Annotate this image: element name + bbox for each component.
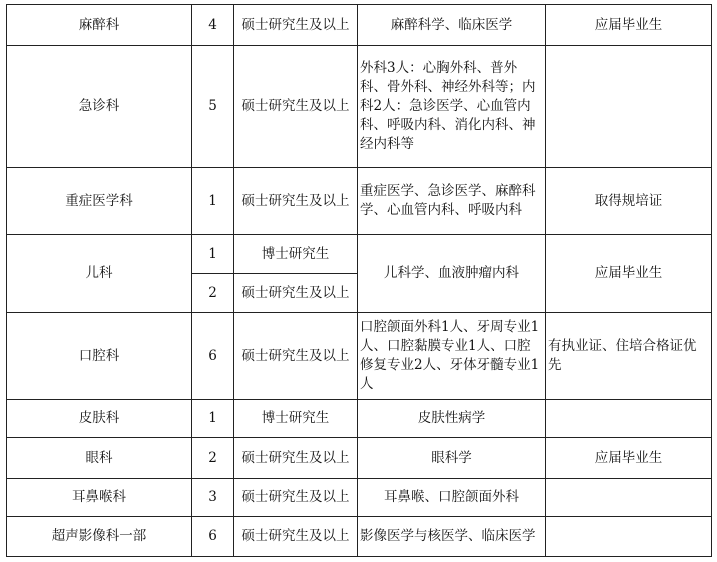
- major-cell: 儿科学、血液肿瘤内科: [358, 235, 546, 313]
- table-row: [7, 400, 712, 438]
- other-requirement-cell: [546, 46, 712, 168]
- degree-cell: 硕士研究生及以上: [234, 168, 358, 235]
- table-row: [7, 313, 712, 400]
- other-requirement-cell: [546, 479, 712, 517]
- degree-cell: 硕士研究生及以上: [234, 5, 358, 46]
- count-cell: 2: [192, 438, 234, 479]
- other-requirement-cell: 取得规培证: [546, 168, 712, 235]
- recruitment-table: [6, 4, 712, 557]
- count-cell: 1: [192, 400, 234, 438]
- degree-cell: 博士研究生: [234, 235, 358, 274]
- table-row: [7, 5, 712, 46]
- table-row: [7, 235, 712, 274]
- degree-cell: 硕士研究生及以上: [234, 479, 358, 517]
- count-cell: 2: [192, 274, 234, 313]
- department-cell: 超声影像科一部: [7, 517, 192, 557]
- count-cell: 1: [192, 235, 234, 274]
- count-cell: 1: [192, 168, 234, 235]
- table-row: [7, 168, 712, 235]
- count-cell: 4: [192, 5, 234, 46]
- degree-cell: 硕士研究生及以上: [234, 46, 358, 168]
- department-cell: 重症医学科: [7, 168, 192, 235]
- table-row: [7, 46, 712, 168]
- department-cell: 眼科: [7, 438, 192, 479]
- count-cell: 6: [192, 313, 234, 400]
- department-cell: 口腔科: [7, 313, 192, 400]
- major-cell: 麻醉科学、临床医学: [358, 5, 546, 46]
- department-cell: 耳鼻喉科: [7, 479, 192, 517]
- department-cell: 麻醉科: [7, 5, 192, 46]
- table-row: [7, 517, 712, 557]
- count-cell: 3: [192, 479, 234, 517]
- major-cell: 皮肤性病学: [358, 400, 546, 438]
- degree-cell: 博士研究生: [234, 400, 358, 438]
- degree-cell: 硕士研究生及以上: [234, 313, 358, 400]
- count-cell: 5: [192, 46, 234, 168]
- degree-cell: 硕士研究生及以上: [234, 274, 358, 313]
- major-cell: 外科3人：心胸外科、普外科、骨外科、神经外科等；内科2人：急诊医学、心血管内科、呼吸内科、消化内科、神经内科等: [358, 46, 546, 168]
- other-requirement-cell: 有执业证、住培合格证优先: [546, 313, 712, 400]
- major-cell: 眼科学: [358, 438, 546, 479]
- count-cell: 6: [192, 517, 234, 557]
- department-cell: 急诊科: [7, 46, 192, 168]
- department-cell: 皮肤科: [7, 400, 192, 438]
- major-cell: 重症医学、急诊医学、麻醉科学、心血管内科、呼吸内科: [358, 168, 546, 235]
- major-cell: 口腔颌面外科1人、牙周专业1人、口腔黏膜专业1人、口腔修复专业2人、牙体牙髓专业1人: [358, 313, 546, 400]
- other-requirement-cell: [546, 400, 712, 438]
- major-cell: 耳鼻喉、口腔颌面外科: [358, 479, 546, 517]
- department-cell: 儿科: [7, 235, 192, 313]
- other-requirement-cell: 应届毕业生: [546, 438, 712, 479]
- degree-cell: 硕士研究生及以上: [234, 517, 358, 557]
- table-row: [7, 479, 712, 517]
- table-row: [7, 438, 712, 479]
- degree-cell: 硕士研究生及以上: [234, 438, 358, 479]
- other-requirement-cell: 应届毕业生: [546, 5, 712, 46]
- other-requirement-cell: 应届毕业生: [546, 235, 712, 313]
- other-requirement-cell: [546, 517, 712, 557]
- major-cell: 影像医学与核医学、临床医学: [358, 517, 546, 557]
